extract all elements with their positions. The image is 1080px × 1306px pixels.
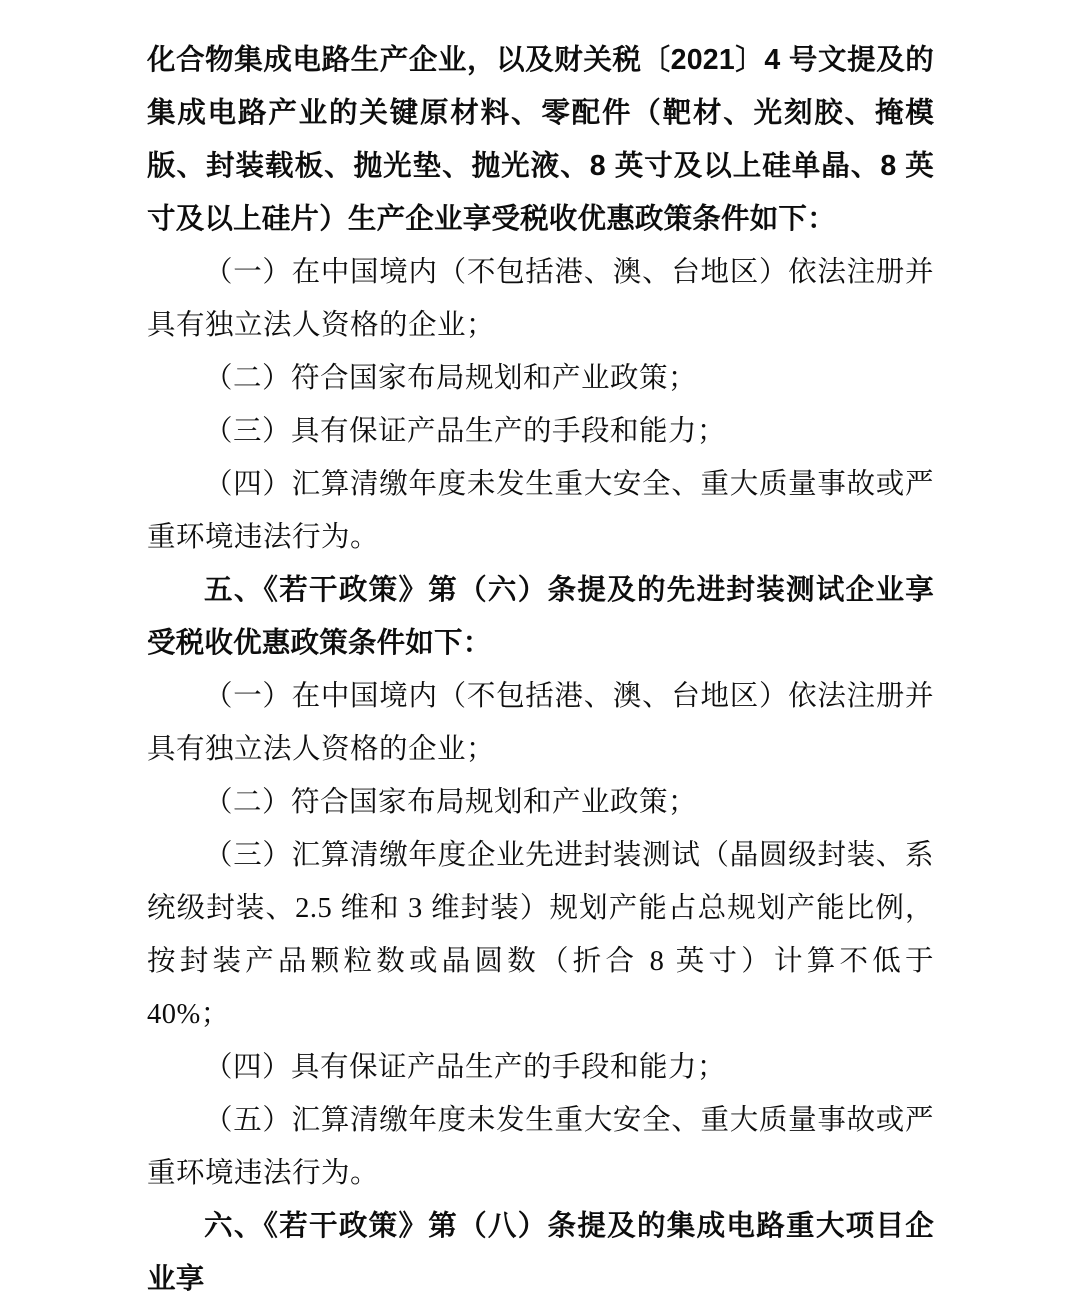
- list-item-5-5: （五）汇算清缴年度未发生重大安全、重大质量事故或严重环境违法行为。: [147, 1105, 934, 1189]
- section-heading-5: 五、《若干政策》第（六）条提及的先进封装测试企业享受税收优惠政策条件如下：: [147, 574, 934, 659]
- list-item-5-4: （四）具有保证产品生产的手段和能力；: [204, 1052, 727, 1083]
- list-item-1: （一）在中国境内（不包括港、澳、台地区）依法注册并具有独立法人资格的企业；: [147, 257, 934, 341]
- section-heading-6: 六、《若干政策》第（八）条提及的集成电路重大项目企业享: [147, 1210, 934, 1295]
- list-item-5-3: （三）汇算清缴年度企业先进封装测试（晶圆级封装、系统级封装、2.5 维和 3 维封装）规划产能占总规划产能比例，按封装产品颗粒数或晶圆数（折合 8 英寸）计算不低于 40%；: [147, 840, 934, 1030]
- list-item-2: （二）符合国家布局规划和产业政策；: [204, 363, 698, 394]
- list-item-4: （四）汇算清缴年度未发生重大安全、重大质量事故或严重环境违法行为。: [147, 469, 934, 553]
- list-item-3: （三）具有保证产品生产的手段和能力；: [204, 416, 727, 447]
- paragraph-continuation-bold: 化合物集成电路生产企业，以及财关税〔2021〕4 号文提及的集成电路产业的关键原材料、零配件（靶材、光刻胶、掩模版、封装载板、抛光垫、抛光液、8 英寸及以上硅单晶、8 英寸及以上硅片）生产企业享受税收优惠政策条件如下：: [147, 44, 934, 235]
- list-item-5-2: （二）符合国家布局规划和产业政策；: [204, 787, 698, 818]
- list-item-5-1: （一）在中国境内（不包括港、澳、台地区）依法注册并具有独立法人资格的企业；: [147, 681, 934, 765]
- document-page: [147, 34, 934, 1306]
